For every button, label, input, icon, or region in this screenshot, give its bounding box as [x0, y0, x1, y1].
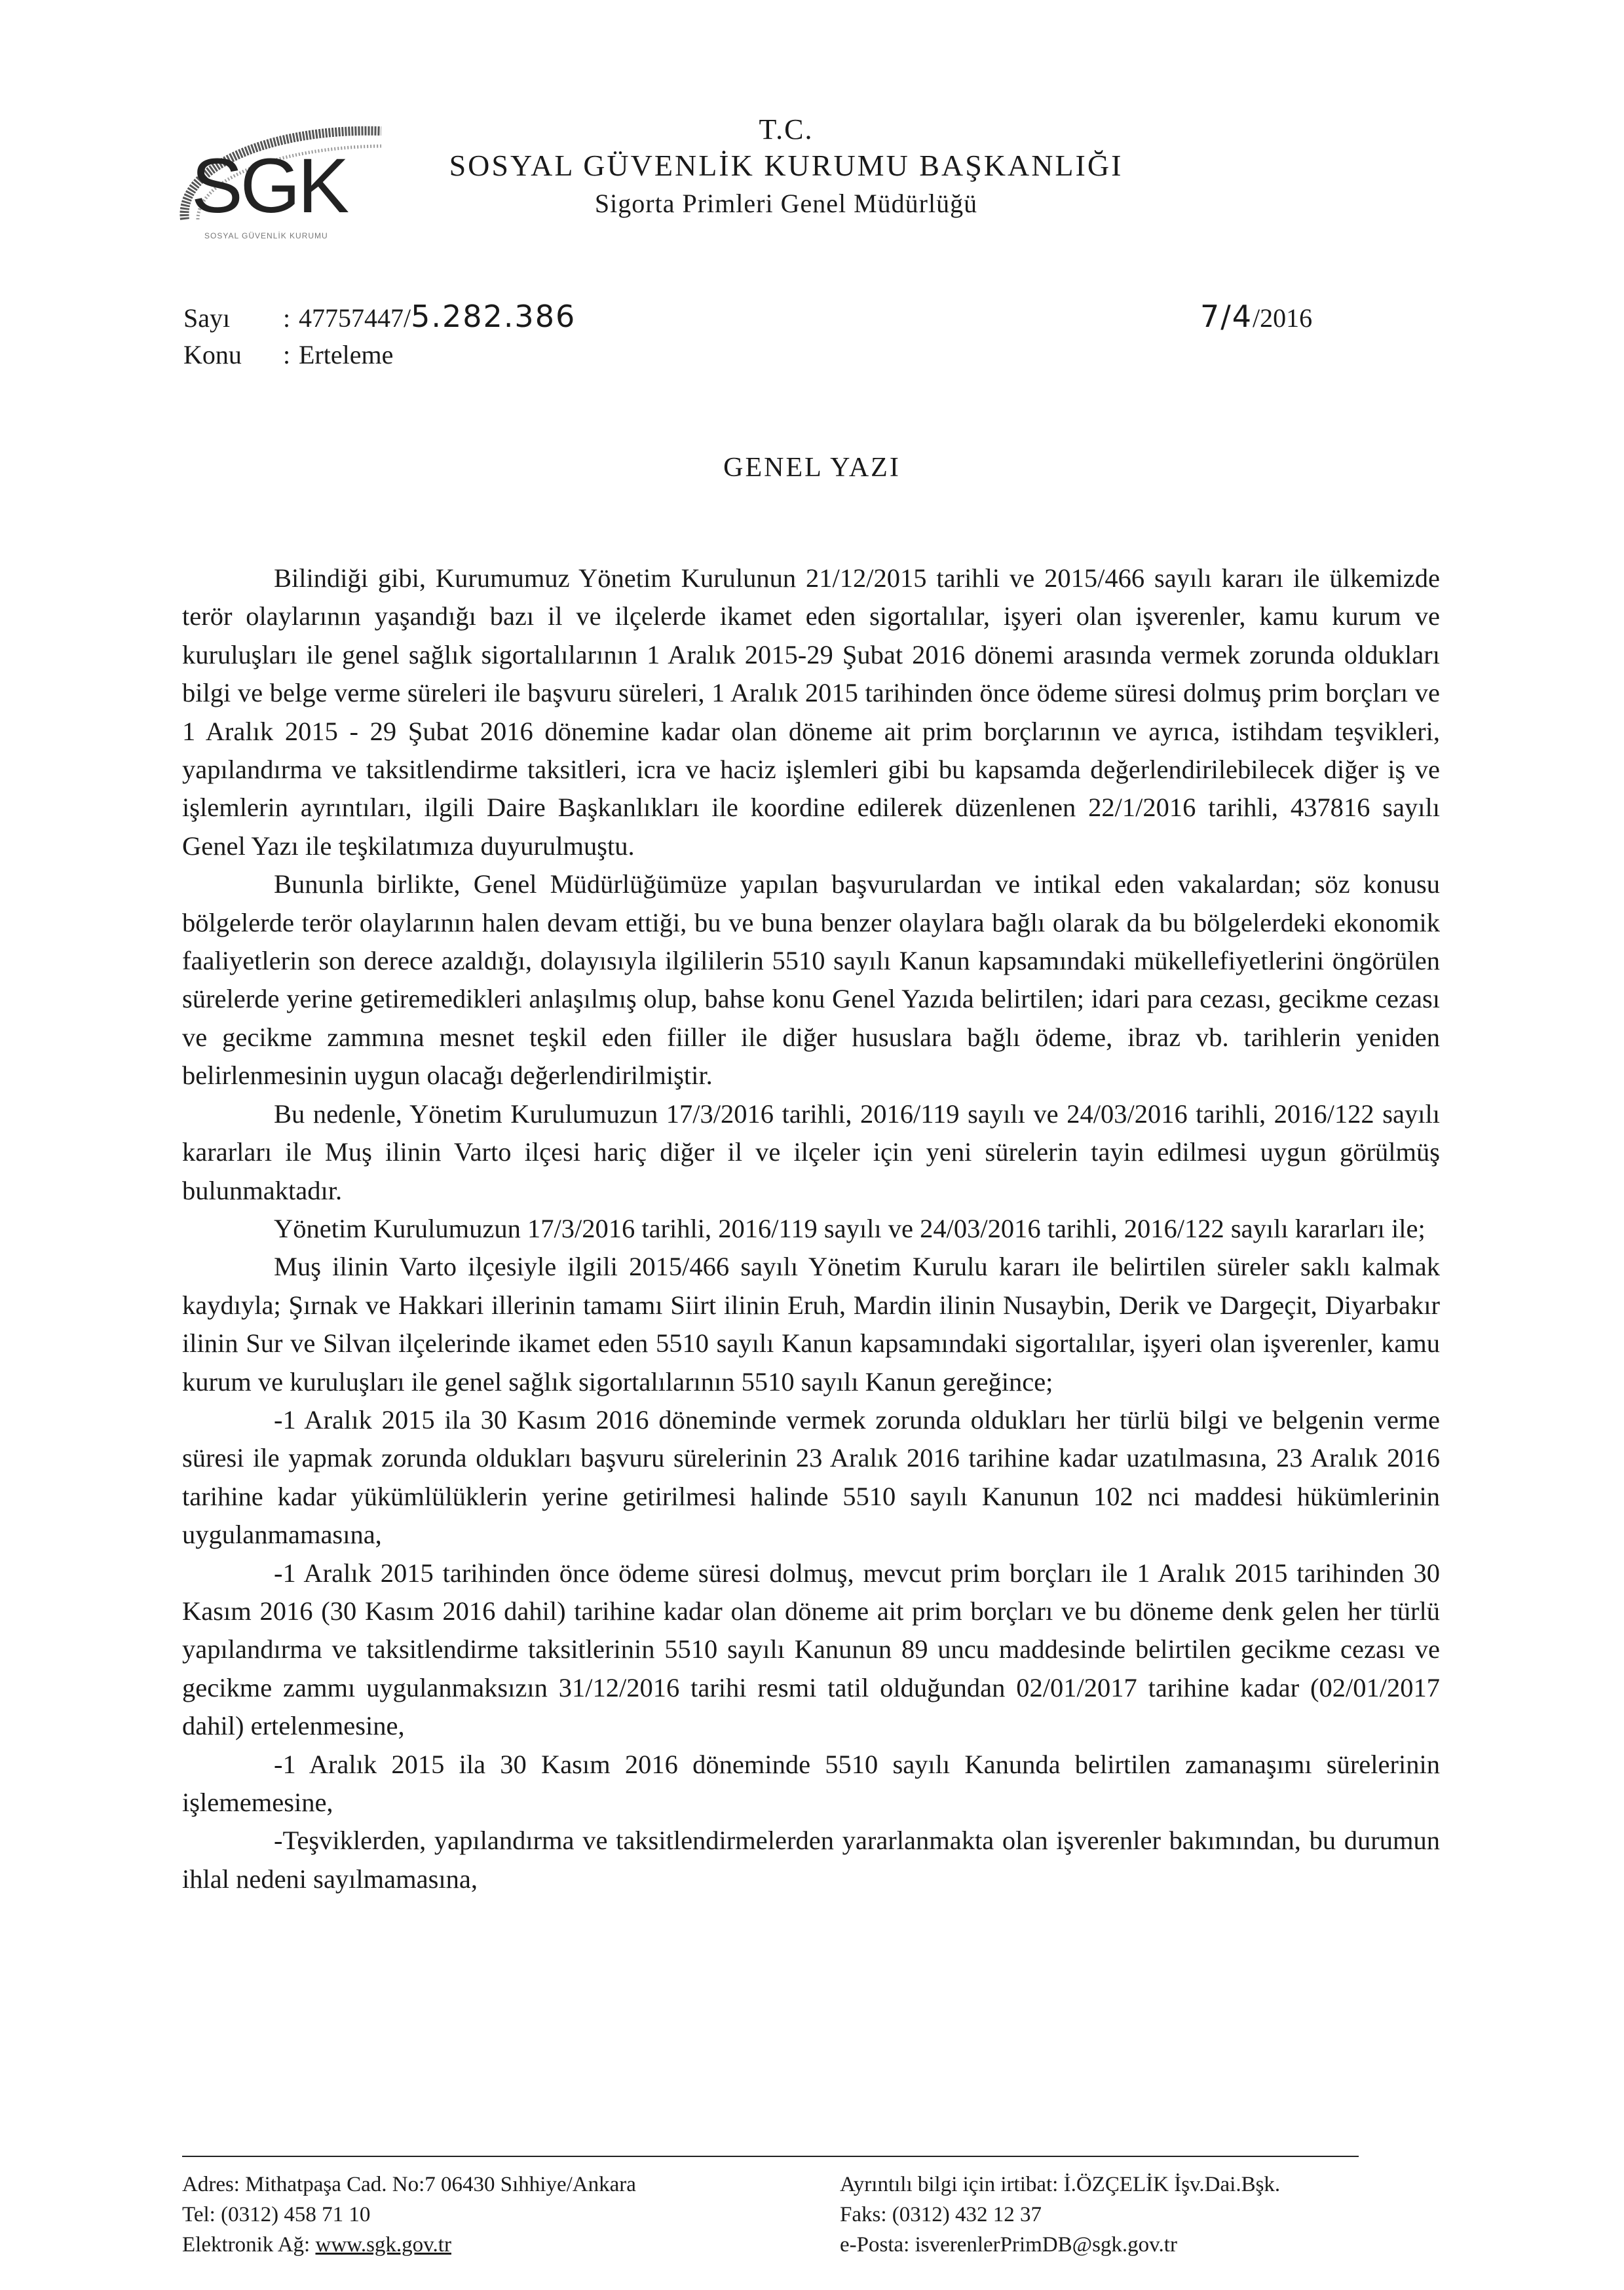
paragraph: -Teşviklerden, yapılandırma ve taksitlendirmelerden yararlanmakta olan işverenler bakımından, bu durumun ihlal nedeni sayılmamasına,: [182, 1826, 1440, 1894]
paragraph: Bununla birlikte, Genel Müdürlüğümüze yapılan başvurulardan ve intikal eden vakalardan; söz konusu bölgelerde terör olaylarının halen devam ettiği, bu ve buna benzer olaylara bağlı olarak da bu bölgelerdeki ekonomik faaliyetlerin son derece azaldığı, dolayısıyla ilgililerin 5510 sayılı Kanun kapsamındaki mükellefiyetlerini öngörülen sürelerde yerine getiremedikleri anlaşılmış olup, bahse konu Genel Yazıda belirtilen; idari para cezası, gecikme cezası ve gecikme zammına mesnet teşkil eden fiiller ile diğer hususlara bağlı ödeme, ibraz vb. tarihlerin yeniden belirlenmesinin uygun olacağı değerlendirilmiştir.: [182, 869, 1440, 1091]
subject-separator: :: [283, 340, 291, 369]
footer-web-label: Elektronik Ağ:: [182, 2233, 316, 2257]
subject-label: Konu: [183, 340, 242, 369]
number-row: [183, 298, 576, 337]
footer-contact-person: Ayrıntılı bilgi için irtibat: İ.ÖZÇELİK İşv.Dai.Bşk.: [840, 2173, 1281, 2196]
footer-contact-left: [182, 2169, 636, 2260]
header-directorate: Sigorta Primleri Genel Müdürlüğü: [594, 189, 978, 218]
number-value: 47757447/: [299, 303, 411, 333]
document-body: [182, 559, 1440, 1898]
logo-subtext: SOSYAL GÜVENLİK KURUMU: [204, 231, 328, 240]
footer-email[interactable]: e-Posta: isverenlerPrimDB@sgk.gov.tr: [840, 2233, 1177, 2257]
footer-contact-right: [840, 2169, 1280, 2260]
document-date: [1200, 298, 1312, 337]
letterhead: [419, 113, 1153, 223]
paragraph: Bilindiği gibi, Kurumumuz Yönetim Kurulunun 21/12/2015 tarihli ve 2015/466 sayılı kararı ile ülkemizde terör olaylarının yaşandığı bazı il ve ilçelerde ikamet eden sigortalılar, işyeri olan işverenler, kamu kurum ve kuruluşları ile genel sağlık sigortalılarının 1 Aralık 2015-29 Şubat 2016 dönemi arasında vermek zorunda oldukları bilgi ve belge verme süreleri ile başvuru süreleri, 1 Aralık 2015 tarihinden önce ödeme süresi dolmuş prim borçları ve 1 Aralık 2015 - 29 Şubat 2016 dönemine kadar olan döneme ait prim borçlarının ve ayrıca, istihdam teşvikleri, yapılandırma ve taksitlendirme taksitleri, icra ve haciz işlemleri gibi bu kapsamda değerlendirilebilecek diğer iş ve işlemlerin ayrıntıları, ilgili Daire Başkanlıkları ile koordine edilerek düzenlenen 22/1/2016 tarihli, 437816 sayılı Genel Yazı ile teşkilatımıza duyurulmuştu.: [182, 563, 1440, 861]
website-link[interactable]: www.sgk.gov.tr: [315, 2233, 451, 2257]
footer-address: Adres: Mithatpaşa Cad. No:7 06430 Sıhhiye/Ankara: [182, 2173, 636, 2196]
sgk-logo: [172, 121, 407, 252]
footer-fax: Faks: (0312) 432 12 37: [840, 2203, 1042, 2226]
paragraph: Bu nedenle, Yönetim Kurulumuzun 17/3/2016 tarihli, 2016/119 sayılı ve 24/03/2016 tarihli, 2016/122 sayılı kararları ile Muş ilinin Varto ilçesi hariç diğer il ve ilçeler için yeni sürelerin tayin edilmesi uygun görülmüş bulunmaktadır.: [182, 1098, 1440, 1205]
date-handwritten: 7/4: [1200, 299, 1253, 334]
footer-phone: Tel: (0312) 458 71 10: [182, 2203, 371, 2226]
header-institution: SOSYAL GÜVENLİK KURUMU BAŞKANLIĞI: [449, 149, 1124, 182]
footer-web-row: [182, 2230, 636, 2260]
paragraph: -1 Aralık 2015 tarihinden önce ödeme süresi dolmuş, mevcut prim borçları ile 1 Aralık 2015 tarihinden 30 Kasım 2016 (30 Kasım 2016 dahil) tarihine kadar olan döneme ait prim borçları ve bu döneme denk gelen her türlü yapılandırma ve taksitlendirme taksitlerinin 5510 sayılı Kanunun 89 uncu maddesinde belirtilen gecikme cezası ve gecikme zammı uygulanmaksızın 31/12/2016 tarihi resmi tatil olduğundan 02/01/2017 tarihine kadar (02/01/2017 dahil) ertelenmesine,: [182, 1558, 1440, 1741]
paragraph: Muş ilinin Varto ilçesiyle ilgili 2015/466 sayılı Yönetim Kurulu kararı ile belirtilen süreler saklı kalmak kaydıyla; Şırnak ve Hakkari illerinin tamamı Siirt ilinin Eruh, Mardin ilinin Nusaybin, Derik ve Dargeçit, Diyarbakır ilinin Sur ve Silvan ilçelerinde ikamet eden 5510 sayılı Kanun kapsamındaki sigortalılar, işyeri olan işverenler, kamu kurum ve kuruluşları ile genel sağlık sigortalılarının 5510 sayılı Kanun gereğince;: [182, 1252, 1440, 1397]
subject-row: [183, 337, 576, 373]
footer-divider: [182, 2156, 1359, 2157]
date-year: /2016: [1253, 303, 1313, 333]
document-meta: [183, 298, 576, 373]
document-title: GENEL YAZI: [723, 453, 901, 483]
number-handwritten: 5.282.386: [411, 299, 576, 334]
logo-text: SGK: [191, 143, 347, 229]
paragraph: -1 Aralık 2015 ila 30 Kasım 2016 döneminde 5510 sayılı Kanunda belirtilen zamanaşımı sürelerinin işlememesine,: [182, 1749, 1440, 1817]
number-separator: :: [283, 303, 291, 333]
header-country: T.C.: [759, 113, 814, 145]
number-label: Sayı: [183, 303, 231, 333]
paragraph: Yönetim Kurulumuzun 17/3/2016 tarihli, 2016/119 sayılı ve 24/03/2016 tarihli, 2016/122 sayılı kararları ile;: [274, 1213, 1426, 1243]
paragraph: -1 Aralık 2015 ila 30 Kasım 2016 döneminde vermek zorunda oldukları her türlü bilgi ve belgenin verme süresi ile yapmak zorunda oldukları başvuru sürelerinin 23 Aralık 2016 tarihine kadar uzatılmasına, 23 Aralık 2016 tarihine kadar yükümlülüklerin yerine getirilmesi halinde 5510 sayılı Kanunun 102 nci maddesi hükümlerinin uygulanmamasına,: [182, 1404, 1440, 1550]
subject-value: Erteleme: [299, 340, 394, 369]
